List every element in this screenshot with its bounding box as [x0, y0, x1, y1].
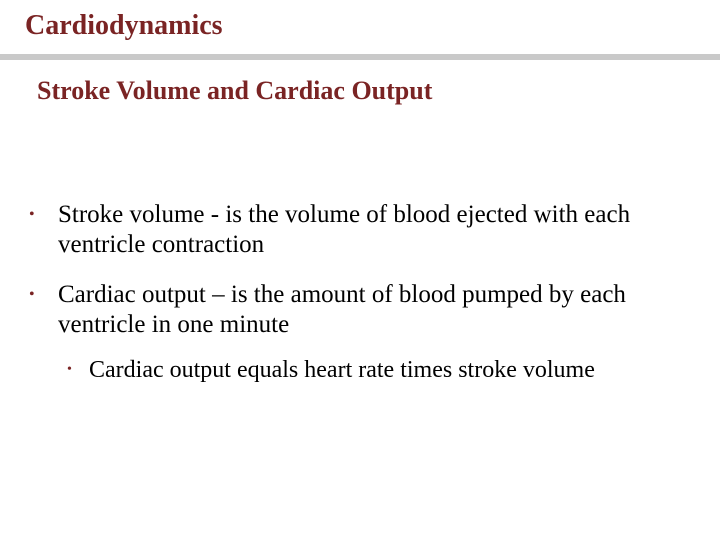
- slide-subtitle: Stroke Volume and Cardiac Output: [37, 76, 433, 105]
- bullet-text: Stroke volume - is the volume of blood ejected with each ventricle contraction: [58, 201, 631, 258]
- bullet-marker: •: [29, 286, 35, 303]
- slide-title: Cardiodynamics: [25, 10, 223, 41]
- bullet-text: Cardiac output – is the amount of blood pumped by each ventricle in one minute: [58, 281, 626, 338]
- sub-bullet-item-cardiac-output-formula: [67, 355, 689, 385]
- bullet-text: Cardiac output equals heart rate times stroke volume: [89, 357, 595, 383]
- bullet-item-cardiac-output: [29, 280, 708, 340]
- bullet-marker: •: [29, 206, 35, 223]
- bullet-marker: •: [67, 362, 72, 377]
- bullet-item-stroke-volume: [29, 200, 708, 260]
- title-divider: [0, 54, 720, 60]
